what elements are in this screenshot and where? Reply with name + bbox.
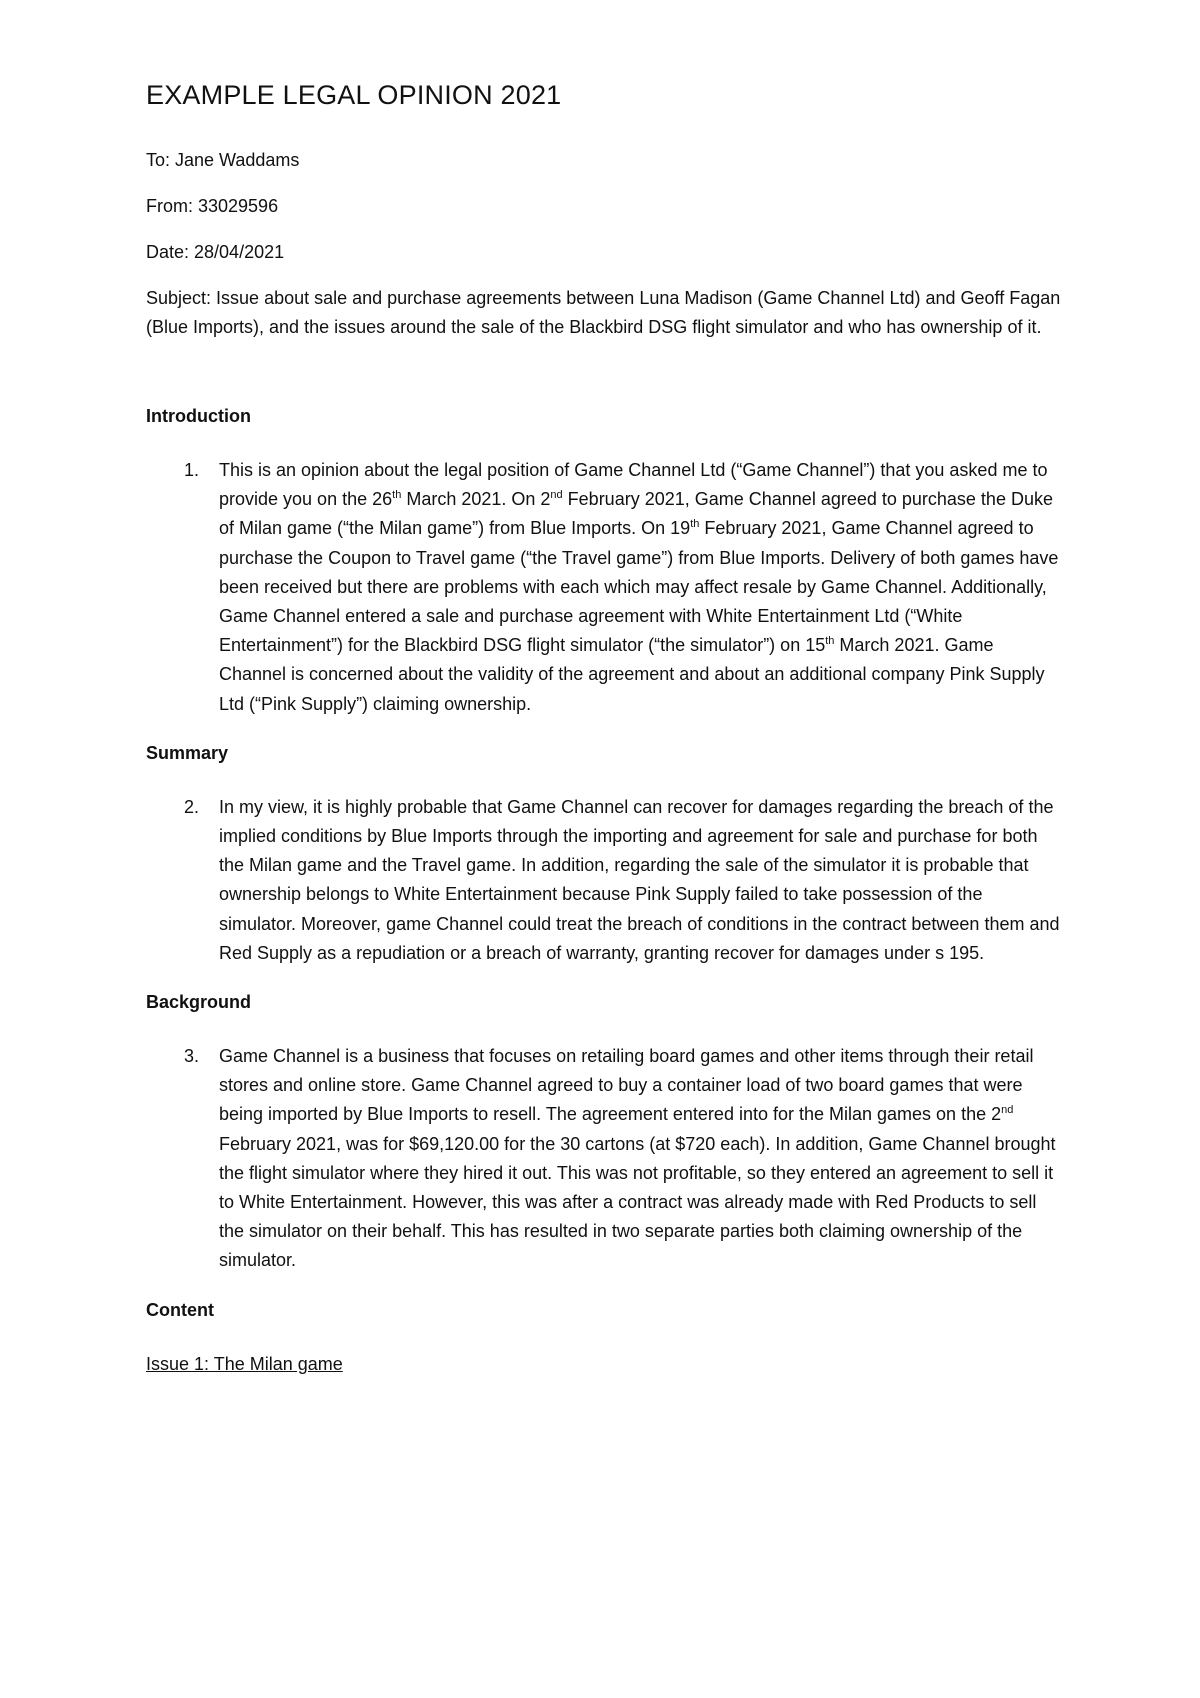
- issue-1-heading: Issue 1: The Milan game: [146, 1353, 343, 1374]
- superscript: th: [825, 635, 835, 648]
- paragraph-1: [146, 456, 1061, 719]
- superscript: nd: [1001, 1104, 1014, 1117]
- paragraph-text: March 2021. On 2: [401, 489, 551, 510]
- introduction-heading: Introduction: [146, 406, 251, 426]
- paragraph-text: Game Channel is a business that focuses on retailing board games and other items through their retail stores and online store. Game Channel agreed to buy a container load of two board games that were being imported by Blue Imports to resell. The agreement entered into for the Milan games on the 2: [219, 1046, 1034, 1125]
- summary-heading: Summary: [146, 742, 229, 763]
- paragraph-text: February 2021, was for $69,120.00 for the 30 cartons (at $720 each). In addition, Game Channel brought the flight simulator where they hired it out. This was not profitable, so they entered an agreement to sell it to White Entertainment. However, this was after a contract was already made with Red Products to sell the simulator on their behalf. This has resulted in two separate parties both claiming ownership of the simulator.: [219, 1133, 1056, 1271]
- subject-line: Subject: Issue about sale and purchase agreements between Luna Madison (Game Channel Ltd) and Geoff Fagan (Blue Imports), and the issues around the sale of the Blackbird DSG flight simulator and who has ownership of it.: [146, 288, 1061, 337]
- paragraph-number: 3.: [184, 1046, 200, 1067]
- from-line: From: 33029596: [146, 196, 279, 216]
- paragraph-2: [146, 793, 1061, 968]
- paragraph-text: In my view, it is highly probable that Game Channel can recover for damages regarding the breach of the implied conditions by Blue Imports through the importing and agreement for sale and purchase for both the Milan game and the Travel game. In addition, regarding the sale of the simulator it is probable that ownership belongs to White Entertainment because Pink Supply failed to take possession of the simulator. Moreover, game Channel could treat the breach of conditions in the contract between them and Red Supply as a repudiation or a breach of warranty, granting recover for damages under s 195.: [219, 796, 1060, 963]
- paragraph-number: 2.: [184, 796, 200, 817]
- content-heading: Content: [146, 1299, 214, 1320]
- superscript: th: [690, 518, 700, 531]
- date-line: Date: 28/04/2021: [146, 242, 285, 262]
- paragraph-text: March 2021. Game Channel is concerned about the validity of the agreement and about an additional company Pink Supply Ltd (“Pink Supply”) claiming ownership.: [219, 635, 1045, 714]
- background-heading: Background: [146, 992, 252, 1013]
- paragraph-3: [146, 1042, 1061, 1276]
- superscript: nd: [550, 489, 563, 502]
- paragraph-number: 1.: [184, 460, 200, 480]
- paragraph-text: This is an opinion about the legal position of Game Channel Ltd (“Game Channel”) that you asked me to provide you on the 26: [219, 460, 1048, 510]
- document-body: [146, 78, 1061, 1379]
- superscript: th: [392, 489, 402, 502]
- paragraph-text: February 2021, Game Channel agreed to purchase the Duke of Milan game (“the Milan game”) from Blue Imports. On 19: [219, 489, 1053, 539]
- to-line: To: Jane Waddams: [146, 150, 300, 170]
- document-title: EXAMPLE LEGAL OPINION 2021: [146, 80, 562, 110]
- paragraph-text: February 2021, Game Channel agreed to purchase the Coupon to Travel game (“the Travel game”) from Blue Imports. Delivery of both games have been received but there are problems with each which may affect resale by Game Channel. Additionally, Game Channel entered a sale and purchase agreement with White Entertainment Ltd (“White Entertainment”) for the Blackbird DSG flight simulator (“the simulator”) on 15: [219, 518, 1059, 656]
